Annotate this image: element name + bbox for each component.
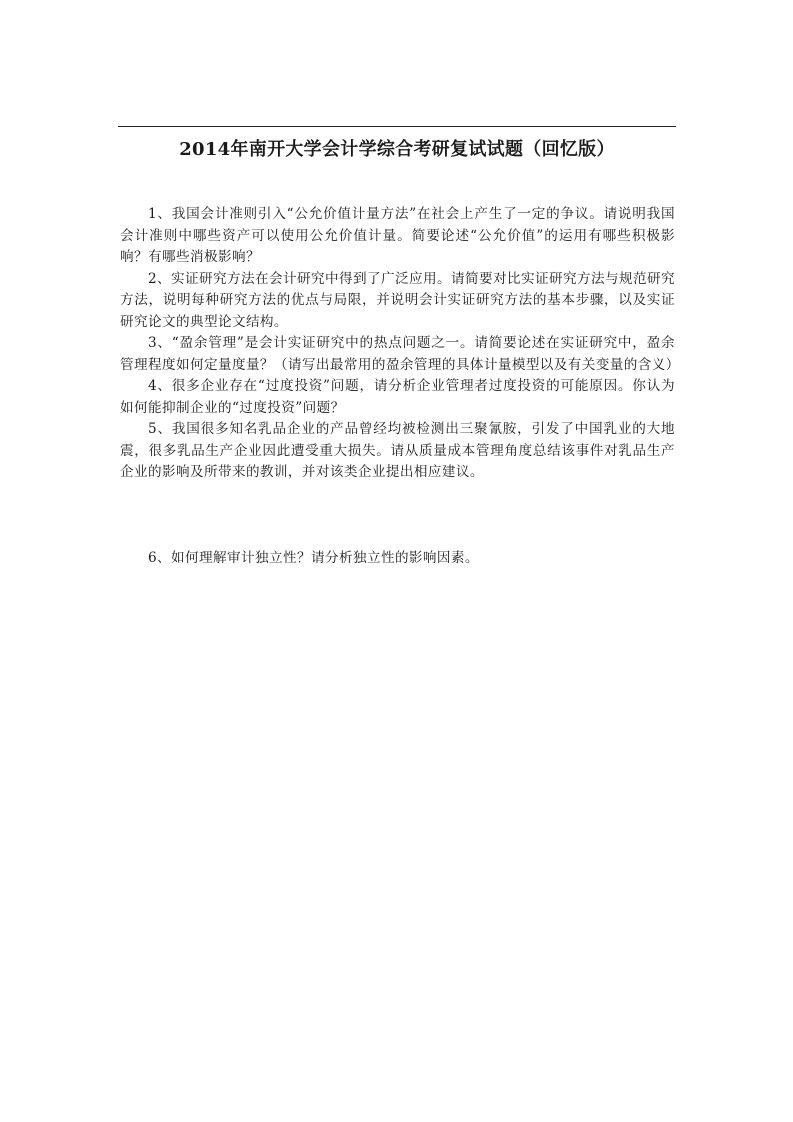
question-5: 5、我国很多知名乳品企业的产品曾经均被检测出三聚氰胺，引发了中国乳业的大地震，很多乳品生产企业因此遭受重大损失。请从质量成本管理角度总结该事件对乳品生产企业的影响及所带来的教训，并对该类企业提出相应建议。 bbox=[120, 421, 675, 480]
title-rule bbox=[118, 126, 676, 127]
question-4: 4、很多企业存在“过度投资”问题，请分析企业管理者过度投资的可能原因。你认为如何能抑制企业的“过度投资”问题？ bbox=[120, 378, 675, 416]
question-list bbox=[120, 204, 680, 569]
question-3: 3、“盈余管理”是会计实证研究中的热点问题之一。请简要论述在实证研究中，盈余管理程度如何定量度量？（请写出最常用的盈余管理的具体计量模型以及有关变量的含义） bbox=[120, 335, 680, 373]
question-1: 1、我国会计准则引入“公允价值计量方法”在社会上产生了一定的争议。请说明我国会计准则中哪些资产可以使用公允价值计量。简要论述“公允价值”的运用有哪些积极影响？有哪些消极影响？ bbox=[120, 206, 675, 265]
page-title: 2014年南开大学会计学综合考研复试试题（回忆版） bbox=[179, 139, 615, 160]
question-6: 6、如何理解审计独立性？请分析独立性的影响因素。 bbox=[148, 549, 479, 566]
question-2: 2、实证研究方法在会计研究中得到了广泛应用。请简要对比实证研究方法与规范研究方法，说明每种研究方法的优点与局限，并说明会计实证研究方法的基本步骤，以及实证研究论文的典型论文结构。 bbox=[120, 270, 675, 330]
